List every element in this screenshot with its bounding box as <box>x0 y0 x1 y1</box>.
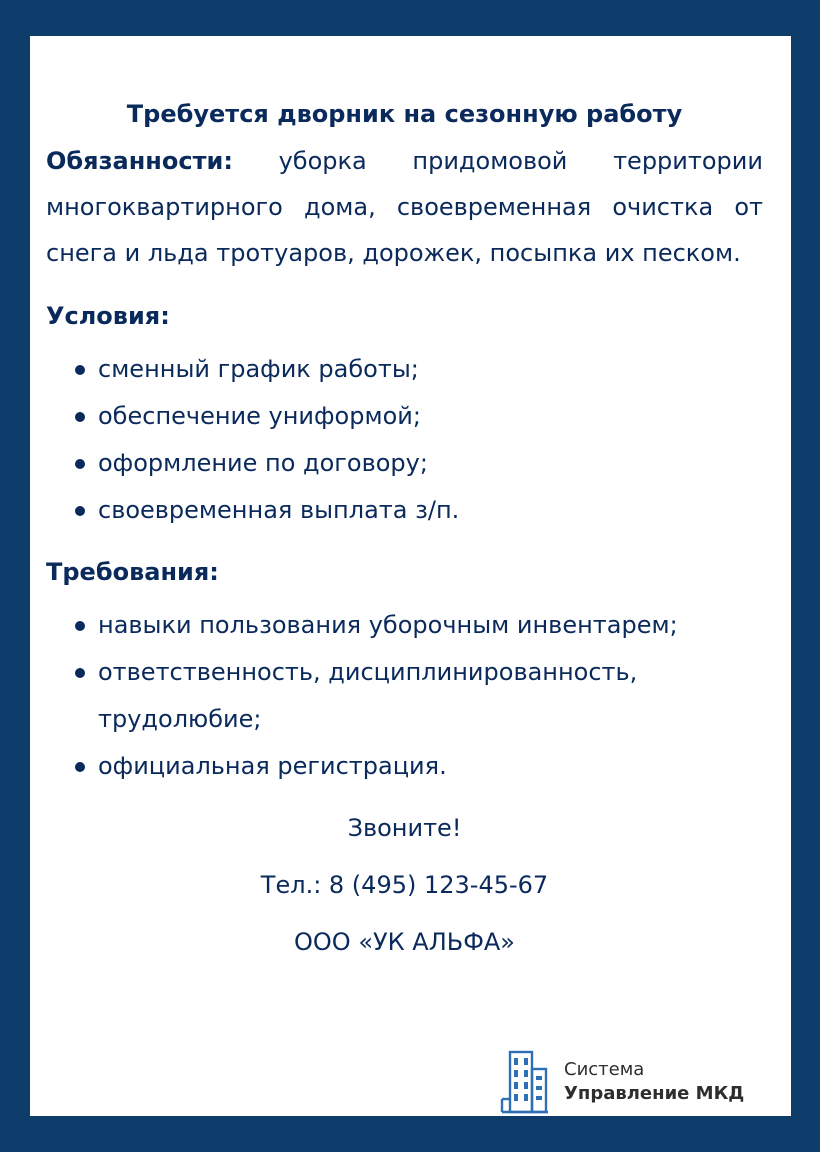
requirements-heading: Требования: <box>46 558 219 586</box>
duties-label: Обязанности: <box>46 147 233 175</box>
list-item: сменный график работы; <box>46 346 763 393</box>
list-item: своевременная выплата з/п. <box>46 487 763 534</box>
conditions-list <box>46 346 763 534</box>
building-icon <box>500 1049 550 1115</box>
logo-text <box>564 1058 744 1106</box>
phone-number: Тел.: 8 (495) 123-45-67 <box>260 871 549 899</box>
list-item: ответственность, дисциплинированность, трудолюбие; <box>46 649 763 743</box>
list-item: обеспечение униформой; <box>46 393 763 440</box>
logo-line2: Управление МКД <box>564 1083 745 1104</box>
duties-paragraph <box>46 138 763 276</box>
conditions-heading: Условия: <box>46 302 170 330</box>
list-item: официальная регистрация. <box>46 743 763 790</box>
list-item: оформление по договору; <box>46 440 763 487</box>
requirements-list <box>46 602 763 790</box>
company-name: ООО «УК АЛЬФА» <box>294 928 515 956</box>
poster-title: Требуется дворник на сезонную работу <box>126 100 683 128</box>
logo-line1: Система <box>564 1059 645 1080</box>
poster-sheet <box>30 36 791 1116</box>
list-item: навыки пользования уборочным инвентарем; <box>46 602 763 649</box>
logo <box>500 1049 744 1115</box>
poster-content <box>46 94 763 979</box>
call-to-action: Звоните! <box>347 814 462 842</box>
duties-text: уборка придомовой территории многоквартирного дома, своевременная очистка от снега и льда тротуаров, дорожек, посыпка их песком. <box>46 147 763 267</box>
